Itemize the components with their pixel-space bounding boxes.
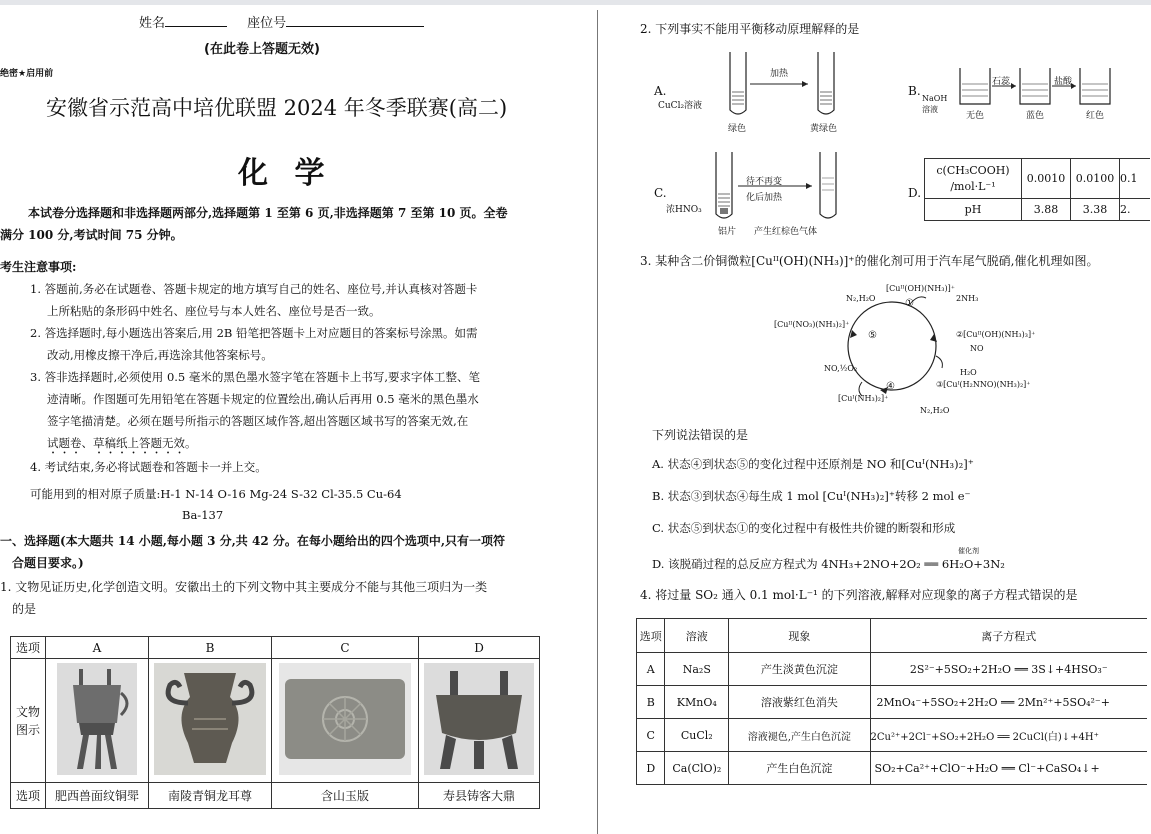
right-column (640, 8, 1151, 834)
q4-header-row (637, 619, 1148, 653)
note-2b: 改动,用橡皮擦干净后,再选涂其他答案标号。 (47, 348, 273, 362)
q2-d-ph-value: 2. (1120, 199, 1151, 221)
note-1a: 1. 答题前,务必在试题卷、答题卡规定的地方填写自己的姓名、座位号,并认真核对答题卡 (30, 282, 478, 296)
q3-prompt: 下列说法错误的是 (652, 428, 749, 442)
q1-stem-a: 1. 文物见证历史,化学创造文明。安徽出土的下列文物中其主要成分不能与其他三项归为一类 (0, 580, 488, 594)
q4-cell: KMnO₄ (665, 686, 729, 719)
column-divider (597, 10, 598, 834)
q4-cell: D (637, 752, 665, 785)
q2-a-reagent: CuCl₂溶液 (658, 101, 703, 111)
q2-stem: 2. 下列事实不能用平衡移动原理解释的是 (640, 22, 860, 36)
q2-d-table (924, 158, 1150, 221)
viewer-top-bar (0, 0, 1151, 5)
q2-a-diagram (722, 48, 842, 120)
q2-d-conc-label: c(CH₃COOH) (936, 163, 1010, 177)
q3-state-1-num: ① (905, 298, 914, 309)
q3-state-4: [Cuᴵ(NH₃)₂]⁺ (838, 394, 889, 403)
note-3c: 签字笔描清楚。必须在题号所指示的答题区域作答,超出答题区域书写的答案无效,在 (47, 414, 469, 428)
q4-cell: 2S²⁻+5SO₂+2H₂O ══ 3S↓+4HSO₃⁻ (870, 653, 1147, 686)
q2-c-left-label: 铝片 (718, 227, 737, 237)
q1-footer-row (11, 783, 540, 809)
q3-input-no: NO (970, 344, 984, 353)
q2-b-arrow-1: 石蕊 (992, 77, 1011, 87)
q4-cell: Ca(ClO)₂ (665, 752, 729, 785)
q3-input-nh3: 2NH₃ (956, 294, 979, 303)
q3-output-n2-bottom: N₂,H₂O (920, 406, 950, 415)
q4-cell: CuCl₂ (665, 719, 729, 752)
note-4: 4. 考试结束,务必将试题卷和答题卡一并上交。 (30, 460, 267, 474)
q4-cell: B (637, 686, 665, 719)
secret-tag: 绝密★启用前 (0, 69, 54, 79)
intro-line-2: 满分 100 分,考试时间 75 分钟。 (0, 228, 183, 242)
q1-footer-label: 选项 (11, 783, 46, 809)
q2-c-diagram (708, 148, 848, 228)
jade-tablet-image (279, 663, 411, 775)
q4-cell: Na₂S (665, 653, 729, 686)
relic-image-b (149, 659, 272, 783)
q2-d-conc-value: 0.1 (1120, 159, 1151, 199)
bronze-jia-image (57, 663, 137, 775)
q1-header-row (11, 637, 540, 659)
q1-option: D (419, 637, 540, 659)
relic-name: 肥西兽面纹铜斝 (46, 783, 149, 809)
relic-name: 寿县铸客大鼎 (419, 783, 540, 809)
atomic-masses-line-1: 可能用到的相对原子质量:H-1 N-14 O-16 Mg-24 S-32 Cl-35.5 Cu-64 (30, 487, 402, 501)
q2-c-right-label: 产生红棕色气体 (754, 227, 818, 237)
q3-option-d: D. 该脱硝过程的总反应方程式为 4NH₃+2NO+2O₂ ══ 6H₂O+3N₂ (652, 557, 1005, 571)
q3-cycle-diagram (840, 290, 950, 400)
q2-d-row-ph (925, 199, 1151, 221)
q1-option: B (149, 637, 272, 659)
relic-image-d (419, 659, 540, 783)
q4-header-cell: 选项 (637, 619, 665, 653)
q4-cell: 2Cu²⁺+2Cl⁻+SO₂+2H₂O ══ 2CuCl(白)↓+4H⁺ (870, 719, 1147, 752)
relic-image-a (46, 659, 149, 783)
notes-heading: 考生注意事项: (0, 260, 77, 274)
q2-d-conc-unit: /mol·L⁻¹ (950, 179, 996, 193)
q2-b-diagram (950, 62, 1120, 114)
seat-blank (286, 14, 424, 27)
q4-stem: 4. 将过量 SO₂ 通入 0.1 mol·L⁻¹ 的下列溶液,解释对应现象的离子方程式错误的是 (640, 588, 1078, 602)
q4-cell: A (637, 653, 665, 686)
q3-state-5: [Cuᴵᴵ(NO₃)(NH₃)₂]⁺ (774, 320, 850, 329)
note-3b: 迹清晰。作图题可先用铅笔在答题卡规定的位置绘出,确认后再用 0.5 毫米的黑色墨水 (47, 392, 479, 406)
relic-name: 含山玉版 (272, 783, 419, 809)
q3-stem: 3. 某种含二价铜微粒[Cuᴵᴵ(OH)(NH₃)]⁺的催化剂可用于汽车尾气脱硝,催化机理如图。 (640, 254, 1099, 268)
exam-title: 安徽省示范高中培优联盟 2024 年冬季联赛(高二) (46, 96, 508, 120)
q2-d-label: D. (908, 186, 922, 200)
q2-a-label: A. (654, 84, 667, 98)
invalid-note: (在此卷上答题无效) (204, 42, 320, 57)
q1-stem-b: 的是 (12, 602, 37, 616)
q3-state-4-num: ④ (886, 381, 895, 392)
q3-option-d-catalyst: 催化剂 (958, 547, 979, 555)
q4-row (637, 752, 1148, 785)
subject-title: 化 学 (238, 156, 333, 191)
q4-cell: 溶液褪色,产生白色沉淀 (729, 719, 870, 752)
q2-d-ph-value: 3.38 (1071, 199, 1120, 221)
q4-cell: 产生淡黄色沉淀 (729, 653, 870, 686)
note-2a: 2. 答选择题时,每小题选出答案后,用 2B 铅笔把答题卡上对应题目的答案标号涂黑。如需 (30, 326, 478, 340)
q1-option: C (272, 637, 419, 659)
q2-c-label: C. (654, 186, 667, 200)
q1-option: A (46, 637, 149, 659)
bronze-zun-image (154, 663, 266, 775)
seat-label: 座位号 (247, 16, 287, 31)
q2-d-ph-label: pH (925, 199, 1022, 221)
q1-header-label: 选项 (11, 637, 46, 659)
q2-d-conc-value: 0.0010 (1022, 159, 1071, 199)
q2-a-arrow-label: 加热 (770, 69, 789, 79)
bronze-ding-image (424, 663, 534, 775)
q3-output-h2o: H₂O (960, 368, 977, 377)
q4-row (637, 719, 1148, 752)
left-column (0, 8, 590, 834)
q2-b-color-2: 蓝色 (1026, 111, 1045, 121)
q2-b-color-3: 红色 (1086, 111, 1105, 121)
relic-name: 南陵青铜龙耳尊 (149, 783, 272, 809)
q3-state-5-num: ⑤ (868, 330, 877, 341)
q4-cell: 溶液紫红色消失 (729, 686, 870, 719)
q2-b-label: B. (908, 84, 921, 98)
q4-header-cell: 现象 (729, 619, 870, 653)
q4-table (636, 618, 1147, 785)
q2-a-right-color: 黄绿色 (810, 124, 838, 134)
q2-b-arrow-2: 盐酸 (1054, 77, 1073, 87)
q3-option-a: A. 状态④到状态⑤的变化过程中还原剂是 NO 和[Cuᴵ(NH₃)₂]⁺ (652, 457, 974, 471)
q2-d-row-conc (925, 159, 1151, 199)
q1-table (10, 636, 540, 809)
note-3d: 试题卷、草稿纸上答题无效。 (47, 436, 197, 450)
q2-d-conc-value: 0.0100 (1071, 159, 1120, 199)
q2-d-ph-value: 3.88 (1022, 199, 1071, 221)
name-seat-line (139, 12, 424, 31)
section1-heading-b: 合题目要求。) (12, 556, 84, 570)
name-blank (165, 14, 227, 27)
q2-b-color-1: 无色 (966, 111, 985, 121)
q4-row (637, 686, 1148, 719)
note-3a: 3. 答非选择题时,必须使用 0.5 毫米的黑色墨水签字笔在答题卡上书写,要求字体工整、笔 (30, 370, 481, 384)
q3-state-2: ②[Cuᴵᴵ(OH)(NH₃)₃]⁺ (956, 330, 1036, 339)
q2-c-reagent: 浓HNO₃ (666, 205, 702, 215)
q4-row (637, 653, 1148, 686)
q1-image-row (11, 659, 540, 783)
q3-input-no-o2: NO,½O₂ (824, 364, 858, 373)
q3-output-n2-top: N₂,H₂O (846, 294, 876, 303)
q3-option-c: C. 状态⑤到状态①的变化过程中有极性共价键的断裂和形成 (652, 521, 956, 535)
q3-state-1: [Cuᴵᴵ(OH)(NH₃)]⁺ (886, 284, 955, 293)
q4-cell: 产生白色沉淀 (729, 752, 870, 785)
q2-a-left-color: 绿色 (728, 124, 747, 134)
intro-line-1: 本试卷分选择题和非选择题两部分,选择题第 1 至第 6 页,非选择题第 7 至第 10 页。全卷 (28, 206, 508, 220)
q2-b-reagent-1: NaOH (922, 94, 948, 103)
relic-image-c (272, 659, 419, 783)
q4-cell: C (637, 719, 665, 752)
q4-cell: SO₂+Ca²⁺+ClO⁻+H₂O ══ Cl⁻+CaSO₄↓+ (870, 752, 1147, 785)
note-1b: 上所粘贴的条形码中姓名、座位号与本人姓名、座位号是否一致。 (47, 304, 381, 318)
q1-image-label: 文物图示 (11, 659, 46, 783)
name-label: 姓名 (139, 16, 166, 31)
q2-d-conc-header (925, 159, 1022, 199)
q4-cell: 2MnO₄⁻+5SO₂+2H₂O ══ 2Mn²⁺+5SO₄²⁻+ (870, 686, 1147, 719)
atomic-masses-line-2: Ba-137 (182, 508, 224, 522)
q4-header-cell: 溶液 (665, 619, 729, 653)
q2-c-arrow-bottom: 化后加热 (746, 193, 783, 203)
q2-c-arrow-top: 待不再变 (746, 177, 783, 187)
q4-header-cell: 离子方程式 (870, 619, 1147, 653)
q3-state-3: ③[Cuᴵ(H₂NNO)(NH₃)₂]⁺ (936, 380, 1031, 389)
section1-heading-a: 一、选择题(本大题共 14 小题,每小题 3 分,共 42 分。在每小题给出的四个选项中,只有一项符 (0, 534, 506, 548)
q3-option-b: B. 状态③到状态④每生成 1 mol [Cuᴵ(NH₃)₂]⁺转移 2 mol e⁻ (652, 489, 971, 503)
q2-b-reagent-2: 溶液 (922, 105, 938, 114)
